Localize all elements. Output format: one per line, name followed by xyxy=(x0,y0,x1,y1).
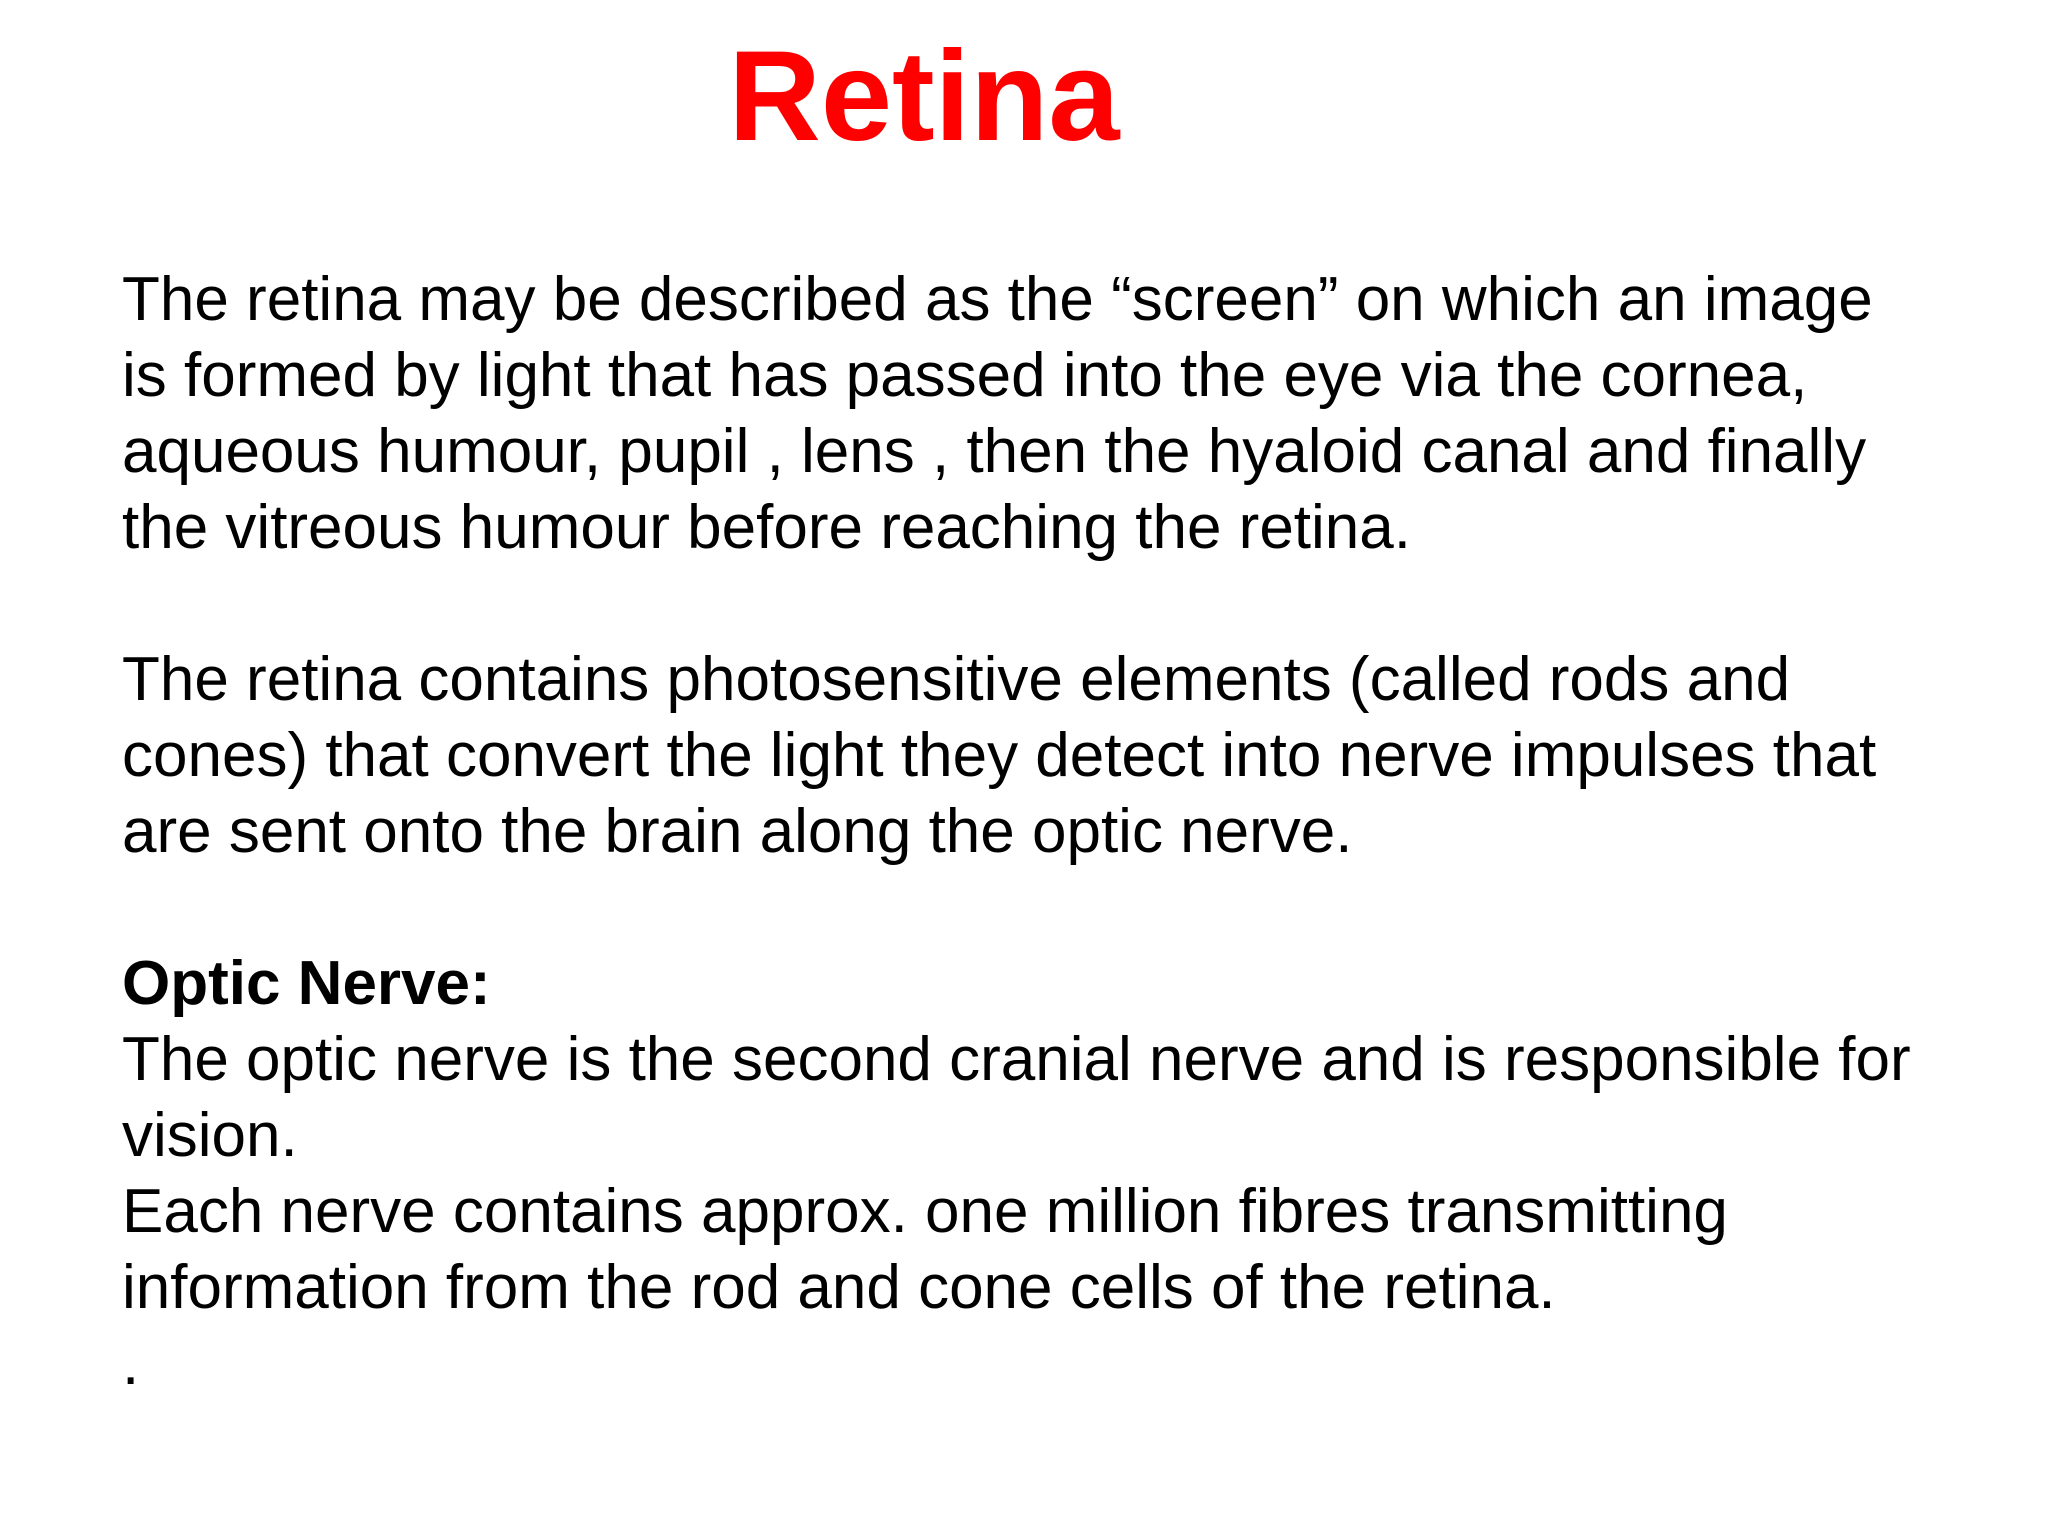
text-line: The retina may be described as the “screen” on which an image xyxy=(122,265,1873,334)
slide-title: Retina xyxy=(728,25,1120,168)
text-line: vision. xyxy=(122,1101,298,1170)
text-line: The retina contains photosensitive elements (called rods and xyxy=(122,645,1791,714)
text-line: are sent onto the brain along the optic nerve. xyxy=(122,797,1353,866)
text-line: aqueous humour, pupil , lens , then the hyaloid canal and finally xyxy=(122,417,1867,486)
text-line: . xyxy=(122,1329,140,1398)
text-line: is formed by light that has passed into the eye via the cornea, xyxy=(122,341,1808,410)
paragraph-spacer xyxy=(122,870,2022,946)
text-line: The optic nerve is the second cranial nerve and is responsible for xyxy=(122,1025,1911,1094)
section-heading-optic-nerve: Optic Nerve: xyxy=(122,949,491,1018)
paragraph-spacer xyxy=(122,566,2022,642)
text-line: the vitreous humour before reaching the retina. xyxy=(122,493,1411,562)
text-line: information from the rod and cone cells of the retina. xyxy=(122,1253,1556,1322)
text-line: Each nerve contains approx. one million fibres transmitting xyxy=(122,1177,1728,1246)
slide-body xyxy=(122,262,2022,1402)
paragraph-retina-description xyxy=(122,262,2022,566)
paragraph-photosensitive-elements xyxy=(122,642,2022,870)
section-optic-nerve xyxy=(122,946,2022,1402)
text-line: cones) that convert the light they detect into nerve impulses that xyxy=(122,721,1877,790)
